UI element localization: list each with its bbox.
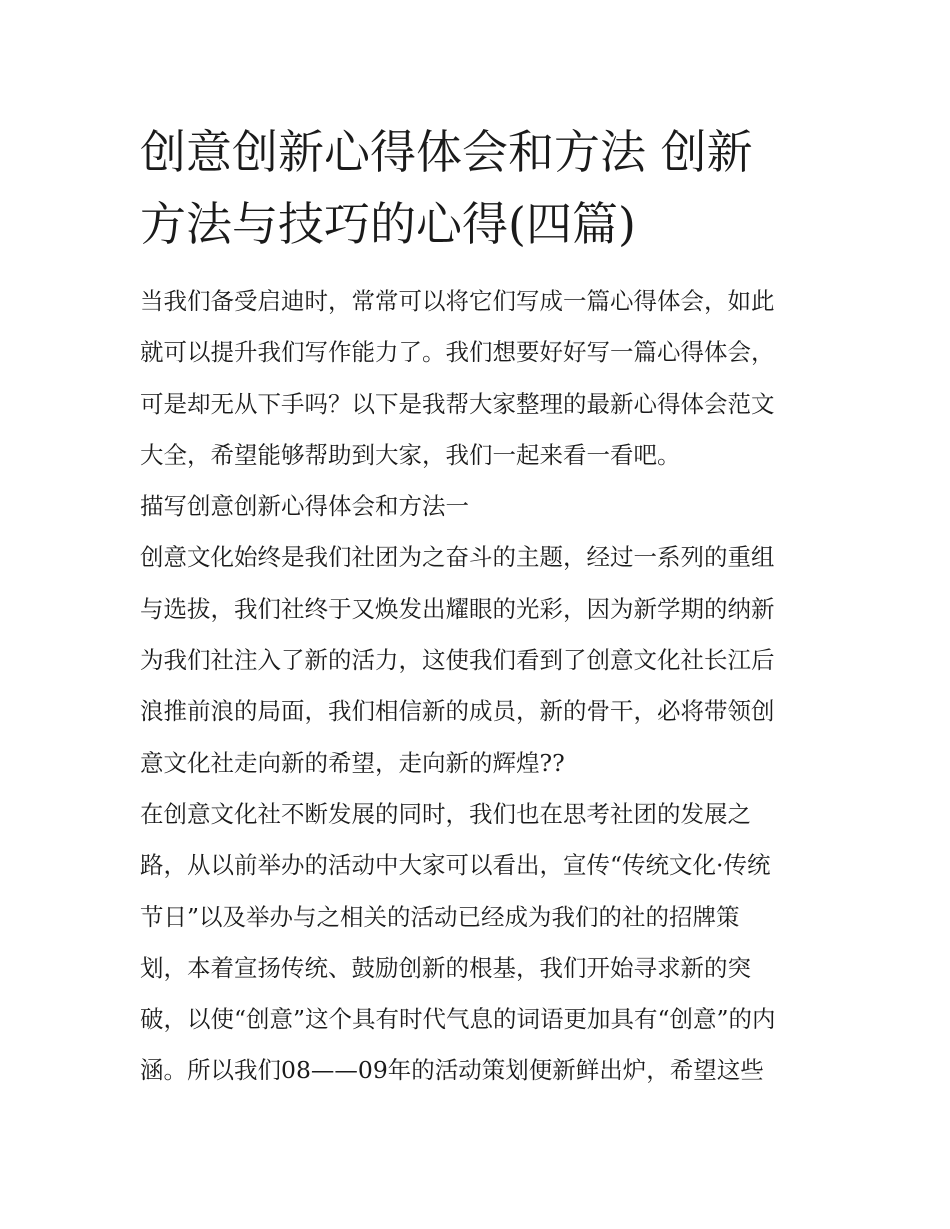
- body-line: 意文化社走向新的希望，走向新的辉煌??: [140, 748, 565, 777]
- title-line: 方法与技巧的心得(四篇): [140, 197, 636, 251]
- body-line: 路，从以前举办的活动中大家可以看出，宣传“传统文化·传统: [140, 851, 771, 880]
- section-heading: 描写创意创新心得体会和方法一: [140, 492, 469, 521]
- body-line: 涵。所以我们08——09年的活动策划便新鲜出炉，希望这些: [140, 1056, 764, 1085]
- body-line: 划，本着宣扬传统、鼓励创新的根基，我们开始寻求新的突: [140, 953, 751, 982]
- body-line: 在创意文化社不断发展的同时，我们也在思考社团的发展之: [140, 799, 751, 828]
- body-line: 就可以提升我们写作能力了。我们想要好好写一篇心得体会，: [140, 338, 775, 367]
- body-line: 当我们备受启迪时，常常可以将它们写成一篇心得体会，如此: [140, 287, 775, 315]
- body-line: 为我们社注入了新的活力，这使我们看到了创意文化社长江后: [140, 646, 775, 675]
- body-line: 破，以使“创意”这个具有时代气息的词语更加具有“创意”的内: [140, 1005, 776, 1034]
- body-line: 可是却无从下手吗？以下是我帮大家整理的最新心得体会范文: [140, 389, 775, 418]
- title-line: 创意创新心得体会和方法 创新: [140, 125, 753, 179]
- document-body: [140, 276, 820, 1097]
- body-line: 浪推前浪的局面，我们相信新的成员，新的骨干，必将带领创: [140, 697, 775, 726]
- body-line: 与选拔，我们社终于又焕发出耀眼的光彩，因为新学期的纳新: [140, 594, 775, 623]
- body-line: 大全，希望能够帮助到大家，我们一起来看一看吧。: [140, 440, 681, 469]
- body-line: 创意文化始终是我们社团为之奋斗的主题，经过一系列的重组: [140, 543, 775, 572]
- document-title: [140, 116, 820, 260]
- body-line: 节日”以及举办与之相关的活动已经成为我们的社的招牌策: [140, 902, 740, 931]
